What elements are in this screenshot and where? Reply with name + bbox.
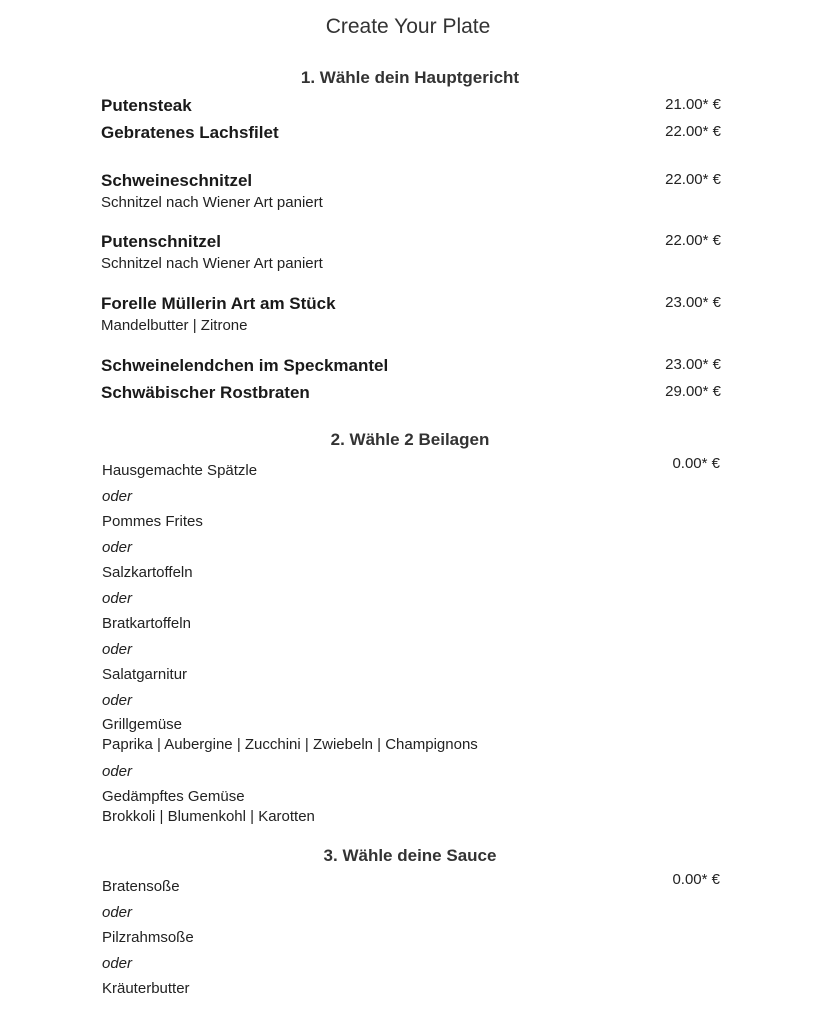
menu-item-price: 23.00* € [665, 294, 721, 311]
separator-oder: oder [102, 763, 133, 780]
sides-price: 0.00* € [672, 455, 720, 472]
side-item [102, 716, 478, 753]
side-item-description: Paprika | Aubergine | Zucchini | Zwiebeln | Champignons [102, 736, 478, 753]
side-item: Bratkartoffeln [102, 615, 191, 632]
sauce-price: 0.00* € [672, 871, 720, 888]
menu-item-price: 22.00* € [665, 123, 721, 140]
sauce-item: Bratensoße [102, 878, 180, 895]
section-main-dish-heading: 1. Wähle dein Hauptgericht [300, 68, 520, 87]
side-item [102, 788, 315, 825]
side-item: Salatgarnitur [102, 666, 188, 683]
side-item: Hausgemachte Spätzle [102, 462, 258, 479]
menu-item [101, 123, 721, 143]
menu-item-price: 29.00* € [665, 383, 721, 400]
menu-item-price: 22.00* € [665, 171, 721, 188]
menu-item-name: Gebratenes Lachsfilet [101, 123, 279, 142]
separator-oder: oder [102, 590, 133, 607]
menu-item [101, 96, 721, 116]
menu-item-name: Putenschnitzel [101, 232, 221, 251]
separator-oder: oder [102, 539, 133, 556]
separator-oder: oder [102, 488, 133, 505]
menu-item [101, 232, 721, 272]
section-sides-heading: 2. Wähle 2 Beilagen [330, 430, 490, 449]
menu-item [101, 171, 721, 211]
menu-item-price: 22.00* € [665, 232, 721, 249]
menu-item-name: Schwäbischer Rostbraten [101, 383, 310, 402]
side-item: Pommes Frites [102, 513, 203, 530]
separator-oder: oder [102, 955, 133, 972]
menu-item [101, 294, 721, 334]
side-item-name: Grillgemüse [102, 716, 183, 733]
section-sauce-heading: 3. Wähle deine Sauce [323, 846, 497, 865]
menu-item [101, 383, 721, 403]
menu-item-price: 21.00* € [665, 96, 721, 113]
menu-item-description: Mandelbutter | Zitrone [101, 317, 248, 334]
side-item-name: Gedämpftes Gemüse [102, 788, 245, 805]
menu-item-price: 23.00* € [665, 356, 721, 373]
separator-oder: oder [102, 692, 133, 709]
sauce-item: Kräuterbutter [102, 980, 190, 997]
side-item-description: Brokkoli | Blumenkohl | Karotten [102, 808, 315, 825]
menu-item-description: Schnitzel nach Wiener Art paniert [101, 194, 323, 211]
page-title: Create Your Plate [325, 15, 491, 38]
menu-item-name: Putensteak [101, 96, 192, 115]
separator-oder: oder [102, 904, 133, 921]
side-item: Salzkartoffeln [102, 564, 193, 581]
menu-item-name: Forelle Müllerin Art am Stück [101, 294, 336, 313]
separator-oder: oder [102, 641, 133, 658]
menu-item-description: Schnitzel nach Wiener Art paniert [101, 255, 323, 272]
menu-item-name: Schweinelendchen im Speckmantel [101, 356, 389, 375]
menu-item-name: Schweineschnitzel [101, 171, 253, 190]
sauce-item: Pilzrahmsoße [102, 929, 194, 946]
menu-item [101, 356, 721, 376]
